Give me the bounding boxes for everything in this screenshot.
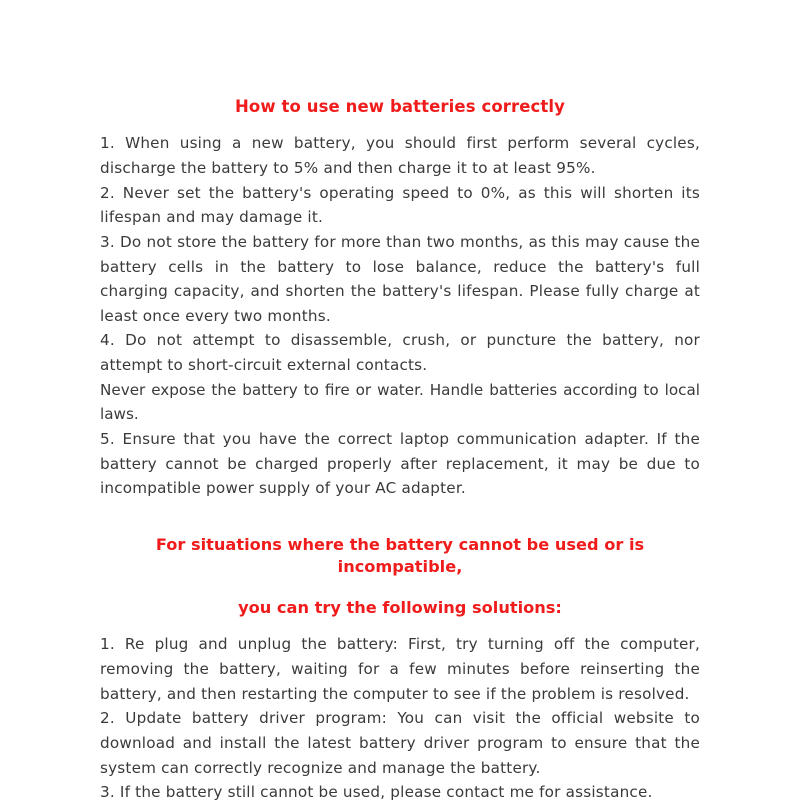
list-item: 3. If the battery still cannot be used, please contact me for assistance. xyxy=(100,783,653,802)
list-item: 2. Never set the battery's operating speed to 0%, as this will shorten its lifespan and may damage it. xyxy=(100,183,700,227)
section-two-heading-line-2: you can try the following solutions: xyxy=(238,597,562,617)
page-title: How to use new batteries correctly xyxy=(234,97,566,116)
list-item: 3. Do not store the battery for more than two months, as this may cause the battery cells in the battery to lose balance, reduce the battery's full charging capacity, and shorten the battery's lifespan. Please fully charge at least once every two months. xyxy=(100,232,700,325)
list-item: 2. Update battery driver program: You can visit the official website to download and install the latest battery driver program to ensure that the system can correctly recognize and manage the battery. xyxy=(100,709,700,777)
section-one-body xyxy=(100,131,700,500)
section-two-body xyxy=(100,632,700,804)
list-item: 1. When using a new battery, you should first perform several cycles, discharge the battery to 5% and then charge it to at least 95%. xyxy=(100,134,700,178)
list-item: 1. Re plug and unplug the battery: First, try turning off the computer, removing the battery, waiting for a few minutes before reinserting the battery, and then restarting the computer to see if the problem is resolved. xyxy=(100,635,700,703)
list-item: 5. Ensure that you have the correct laptop communication adapter. If the battery cannot be charged properly after replacement, it may be due to incompatible power supply of your AC adapter. xyxy=(100,429,700,498)
section-two-heading-line-1: For situations where the battery cannot be used or is incompatible, xyxy=(155,534,645,576)
section-divider-space xyxy=(100,501,700,534)
list-item: Never expose the battery to fire or water. Handle batteries according to local laws. xyxy=(100,380,700,424)
list-item: 4. Do not attempt to disassemble, crush, or puncture the battery, nor attempt to short-circuit external contacts. xyxy=(100,331,700,375)
